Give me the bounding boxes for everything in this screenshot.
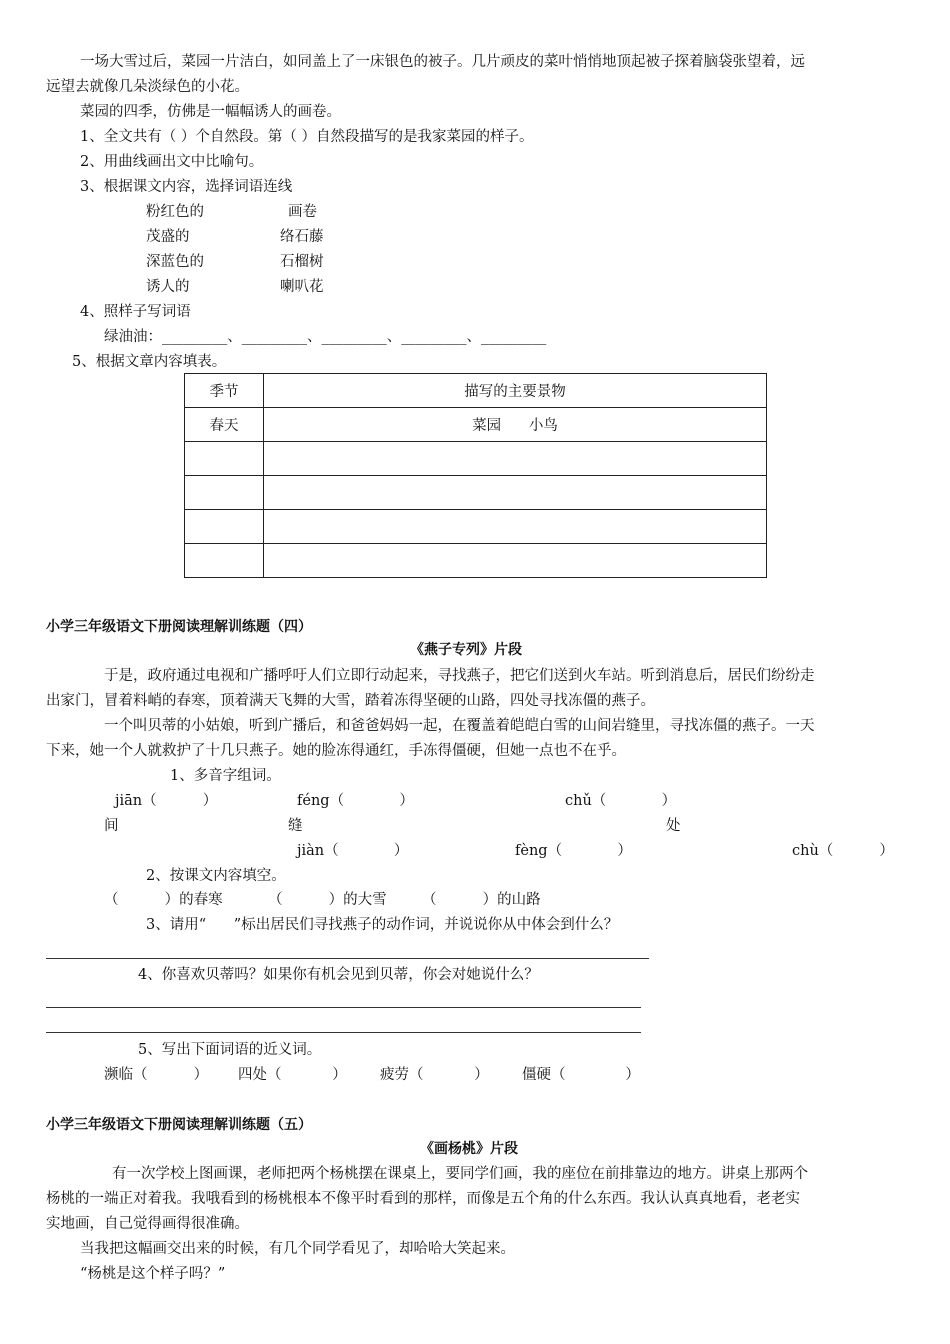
question-5: 5、根据文章内容填表。	[72, 354, 227, 370]
question-4: 4、你喜欢贝蒂吗？如果你有机会见到贝蒂，你会对她说什么？	[138, 967, 539, 983]
question-3: 3、根据课文内容，选择词语连线	[80, 179, 293, 195]
paragraph-line: “杨桃是这个样子吗？”	[80, 1266, 226, 1282]
match-right-item: 喇叭花	[280, 279, 324, 295]
pinyin-blank: jiān（ ）	[115, 793, 218, 809]
section-subtitle: 《画杨桃》片段	[420, 1141, 518, 1157]
polyphonic-char: 处	[666, 818, 681, 834]
synonym-blank: 四处（ ）	[238, 1067, 347, 1083]
table-cell: 菜园 小鸟	[264, 408, 767, 442]
table-cell: 春天	[185, 408, 264, 442]
table-row	[185, 374, 767, 408]
paragraph-line: 出家门，冒着料峭的春寒，顶着满天飞舞的大雪，踏着冻得坚硬的山路，四处寻找冻僵的燕子。	[46, 693, 655, 709]
polyphonic-char: 缝	[288, 818, 303, 834]
table-cell[interactable]	[185, 510, 264, 544]
table-cell[interactable]	[185, 544, 264, 578]
section-subtitle: 《燕子专列》片段	[410, 642, 522, 658]
passage1-line: 远望去就像几朵淡绿色的小花。	[46, 79, 249, 95]
answer-line[interactable]	[46, 1032, 641, 1033]
polyphonic-char: 间	[104, 818, 119, 834]
table-cell[interactable]	[264, 510, 767, 544]
section-title: 小学三年级语文下册阅读理解训练题（四）	[46, 619, 312, 635]
paragraph-line: 下来，她一个人就救护了十几只燕子。她的脸冻得通红，手冻得僵硬，但她一点也不在乎。	[46, 743, 626, 759]
answer-line[interactable]	[46, 1007, 641, 1008]
table-cell[interactable]	[185, 442, 264, 476]
pinyin-blank: féng（ ）	[297, 793, 414, 809]
question-5: 5、写出下面词语的近义词。	[138, 1042, 322, 1058]
synonym-blank: 濒临（ ）	[104, 1067, 209, 1083]
fill-blank: （ ）的山路	[422, 892, 541, 908]
question-2: 2、按课文内容填空。	[146, 868, 286, 884]
match-left-item: 深蓝色的	[146, 254, 204, 270]
match-left-item: 诱人的	[146, 279, 190, 295]
paragraph-line: 杨桃的一端正对着我。我哦看到的杨桃根本不像平时看到的那样，而像是五个角的什么东西。我认认真真地看，老老实	[46, 1191, 800, 1207]
paragraph-line: 一个叫贝蒂的小姑娘，听到广播后，和爸爸妈妈一起，在覆盖着皑皑白雪的山间岩缝里，寻找冻僵的燕子。一天	[104, 718, 815, 734]
paragraph-line: 当我把这幅画交出来的时候，有几个同学看见了，却哈哈大笑起来。	[80, 1241, 515, 1257]
fill-blank: （ ）的大雪	[268, 892, 387, 908]
match-right-item: 络石藤	[280, 229, 324, 245]
table-cell[interactable]	[185, 476, 264, 510]
table-cell[interactable]	[264, 476, 767, 510]
passage1-line: 菜园的四季，仿佛是一幅幅诱人的画卷。	[80, 104, 341, 120]
table-header-season: 季节	[185, 374, 264, 408]
question-1: 1、多音字组词。	[170, 768, 281, 784]
question-2: 2、用曲线画出文中比喻句。	[80, 154, 264, 170]
pinyin-blank: jiàn（ ）	[297, 843, 409, 859]
match-right-item: 画卷	[288, 204, 317, 220]
match-right-item: 石榴树	[280, 254, 324, 270]
answer-line[interactable]	[46, 958, 649, 959]
paragraph-line: 实地画，自己觉得画得很准确。	[46, 1216, 249, 1232]
scenery-table	[184, 373, 767, 578]
pinyin-blank: fèng（ ）	[515, 843, 632, 859]
question-4-example: 绿油油：_________、_________、_________、_________、_________	[104, 329, 547, 345]
pinyin-blank: chǔ（ ）	[565, 793, 677, 809]
table-row	[185, 544, 767, 578]
table-header-scenery: 描写的主要景物	[264, 374, 767, 408]
pinyin-blank: chù（ ）	[792, 843, 894, 859]
table-row	[185, 408, 767, 442]
table-row	[185, 442, 767, 476]
paragraph-line: 于是，政府通过电视和广播呼吁人们立即行动起来，寻找燕子，把它们送到火车站。听到消息后，居民们纷纷走	[104, 668, 815, 684]
section-title: 小学三年级语文下册阅读理解训练题（五）	[46, 1117, 312, 1133]
paragraph-line: 有一次学校上图画课，老师把两个杨桃摆在课桌上，要同学们画，我的座位在前排靠边的地方。讲桌上那两个	[112, 1166, 808, 1182]
passage1-line: 一场大雪过后，菜园一片洁白，如同盖上了一床银色的被子。几片顽皮的菜叶悄悄地顶起被子探着脑袋张望着，远	[80, 54, 805, 70]
question-4: 4、照样子写词语	[80, 304, 191, 320]
question-3: 3、请用“ ”标出居民们寻找燕子的动作词，并说说你从中体会到什么？	[146, 917, 619, 933]
fill-blank: （ ）的春寒	[104, 892, 223, 908]
synonym-blank: 疲劳（ ）	[380, 1067, 489, 1083]
match-left-item: 粉红色的	[146, 204, 204, 220]
table-cell[interactable]	[264, 544, 767, 578]
question-1: 1、全文共有（ ）个自然段。第（ ）自然段描写的是我家菜园的样子。	[80, 129, 534, 145]
table-row	[185, 510, 767, 544]
table-row	[185, 476, 767, 510]
table-cell[interactable]	[264, 442, 767, 476]
synonym-blank: 僵硬（ ）	[522, 1067, 640, 1083]
match-left-item: 茂盛的	[146, 229, 190, 245]
